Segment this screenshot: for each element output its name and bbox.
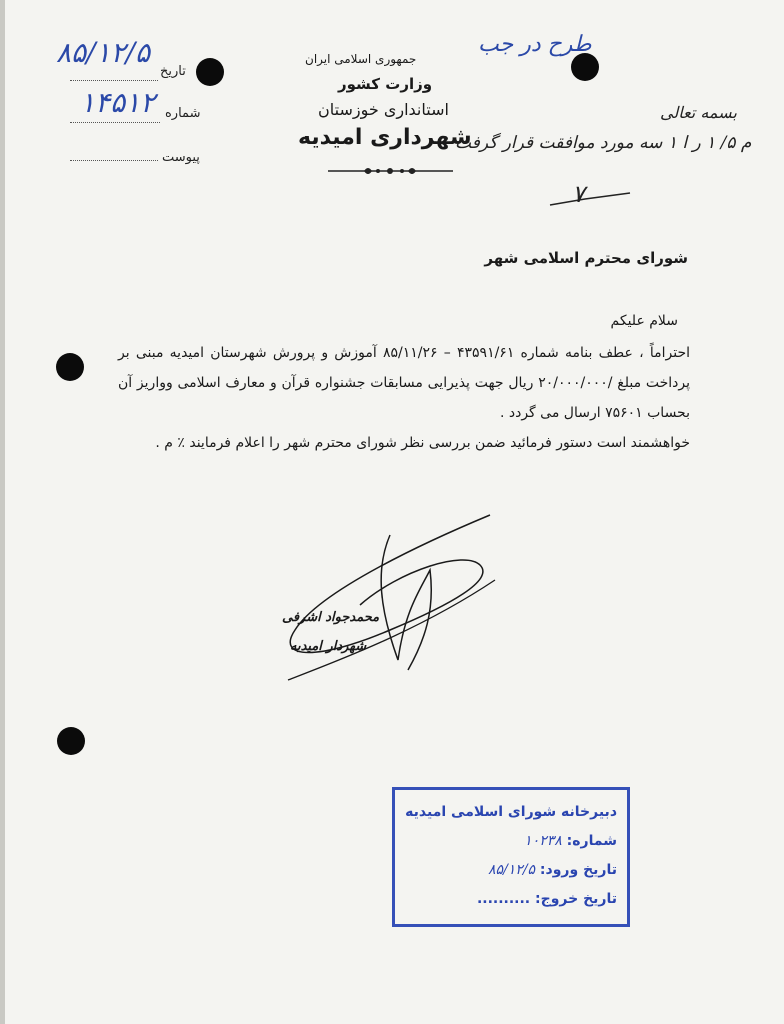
- header-municipality: شهرداری امیدیه: [298, 125, 472, 150]
- signer-name: محمدجواد اشرفی: [282, 610, 380, 625]
- number-label: شماره: [165, 106, 201, 121]
- punch-hole: [196, 58, 224, 86]
- body-paragraph-2: خواهشمند است دستور فرمائید ضمن بررسی نظر شورای محترم شهر را اعلام فرمایند ٪ م .: [155, 435, 690, 451]
- punch-hole: [56, 353, 84, 381]
- margin-note-stroke: [545, 185, 635, 215]
- stamp-number-row: شماره: ۱۰۲۳۸: [524, 833, 617, 849]
- addressee: شورای محترم اسلامی شهر: [484, 249, 688, 267]
- header-governorate: استانداری خوزستان: [318, 100, 449, 119]
- punch-hole: [57, 727, 85, 755]
- stamp-entry-label: تاریخ ورود: [545, 862, 617, 878]
- handwritten-number: ۱۴۵۱۲: [80, 86, 156, 119]
- stamp-exit-row: تاریخ خروج: ..........: [476, 891, 617, 907]
- council-secretariat-stamp: [392, 787, 630, 927]
- body-paragraph-1: احتراماً ، عطف بنامه شماره ۴۳۵۹۱/۶۱ – ۸۵/۱۱/۲۶ آموزش و پرورش شهرستان امیدیه مبنی بر پرداخت مبلغ /۲۰/۰۰۰/۰۰۰ ریال جهت پذیرایی مسابقات جشنواره قرآن و معارف اسلامی وواریز آن بحساب ۷۵۶۰۱ ارسال می گردد .: [118, 345, 690, 421]
- attachment-label: پیوست: [162, 150, 200, 165]
- date-label: تاریخ: [160, 64, 186, 79]
- stamp-title: دبیرخانه شورای اسلامی امیدیه: [405, 804, 617, 820]
- header-ministry: وزارت کشور: [338, 75, 433, 93]
- margin-note-line3: م ۵/ ۱ ر ا ۱ سه مورد موافقت قرار گرفت: [455, 133, 752, 153]
- margin-note-line4: ۷: [572, 180, 585, 208]
- signature-scribble: [280, 510, 500, 690]
- header-republic: جمهوری اسلامی ایران: [305, 52, 417, 66]
- handwritten-date: ۸۵/۱۲/۵: [56, 36, 151, 69]
- stamp-number-label: شماره: [572, 833, 617, 849]
- stamp-entry-value: ۸۵/۱۲/۵: [488, 862, 536, 878]
- margin-note-line2: بسمه تعالی: [660, 103, 737, 122]
- stamp-number-value: ۱۰۲۳۸: [524, 833, 562, 849]
- punch-hole: [571, 53, 599, 81]
- letter-body: [118, 338, 690, 458]
- date-dots: [70, 80, 158, 81]
- stamp-exit-label: تاریخ خروج: [540, 891, 617, 907]
- number-dots: [70, 122, 160, 123]
- margin-note-line1: طرح در جب: [478, 32, 592, 57]
- signer-title: شهردار امیدیه: [290, 639, 367, 654]
- header-ornament: [328, 164, 453, 178]
- greeting: سلام علیکم: [610, 313, 678, 329]
- stamp-entry-row: تاریخ ورود: ۸۵/۱۲/۵: [488, 862, 617, 878]
- stamp-exit-value: ..........: [476, 891, 531, 907]
- attachment-dots: [70, 160, 158, 161]
